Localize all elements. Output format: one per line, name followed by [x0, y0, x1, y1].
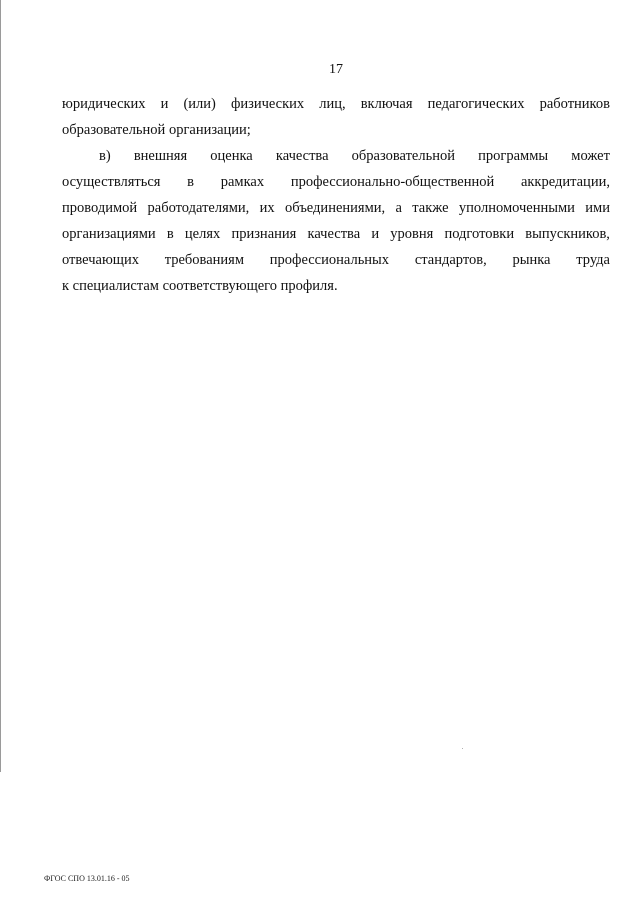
- text-line: [62, 169, 610, 195]
- word: рамках: [220, 174, 265, 190]
- word: качества: [275, 148, 329, 164]
- word: а: [395, 200, 402, 216]
- page-number: 17: [329, 62, 343, 77]
- word: качества: [307, 226, 361, 242]
- paragraph-2: [62, 143, 610, 299]
- list-marker: в): [99, 148, 111, 164]
- paragraph-1: [62, 91, 610, 143]
- text-line: к специалистам соответствующего профиля.: [62, 278, 338, 294]
- scan-edge-line: [0, 0, 1, 772]
- scan-speck: [462, 748, 463, 749]
- word: рынка: [512, 252, 551, 268]
- word: в: [187, 174, 195, 190]
- word: требованиям: [164, 252, 245, 268]
- word: юридических: [62, 96, 146, 112]
- word: объединениями,: [285, 200, 386, 216]
- word: (или): [183, 96, 216, 112]
- text-line: [62, 247, 610, 273]
- word: может: [571, 148, 610, 164]
- word: и: [160, 96, 169, 112]
- word: в: [166, 226, 174, 242]
- word: целях: [184, 226, 221, 242]
- word: и: [371, 226, 380, 242]
- word: работодателями,: [147, 200, 250, 216]
- word: проводимой: [62, 200, 138, 216]
- word: включая: [360, 96, 413, 112]
- word: профессионально-общественной: [290, 174, 495, 190]
- word: педагогических: [427, 96, 525, 112]
- text-line: [62, 91, 610, 117]
- word: выпускников,: [525, 226, 610, 242]
- word: отвечающих: [62, 252, 139, 268]
- word: лиц,: [319, 96, 346, 112]
- word: подготовки: [444, 226, 515, 242]
- word: оценка: [210, 148, 253, 164]
- word: признания: [231, 226, 297, 242]
- word: организациями: [62, 226, 156, 242]
- word: внешняя: [133, 148, 188, 164]
- word: уровня: [390, 226, 434, 242]
- word: их: [259, 200, 275, 216]
- word: аккредитации,: [520, 174, 610, 190]
- word: ими: [585, 200, 610, 216]
- word: физических: [230, 96, 305, 112]
- footer-document-code: ФГОС СПО 13.01.16 - 05: [44, 874, 130, 883]
- word: работников: [539, 96, 610, 112]
- word: стандартов,: [414, 252, 487, 268]
- word: труда: [576, 252, 610, 268]
- text-line: образовательной организации;: [62, 122, 251, 138]
- word: программы: [478, 148, 549, 164]
- text-line: [62, 221, 610, 247]
- word: профессиональных: [269, 252, 390, 268]
- word: также: [412, 200, 449, 216]
- word: осуществляться: [62, 174, 161, 190]
- word: образовательной: [351, 148, 455, 164]
- text-line: [62, 143, 610, 169]
- text-line: [62, 195, 610, 221]
- word: уполномоченными: [458, 200, 575, 216]
